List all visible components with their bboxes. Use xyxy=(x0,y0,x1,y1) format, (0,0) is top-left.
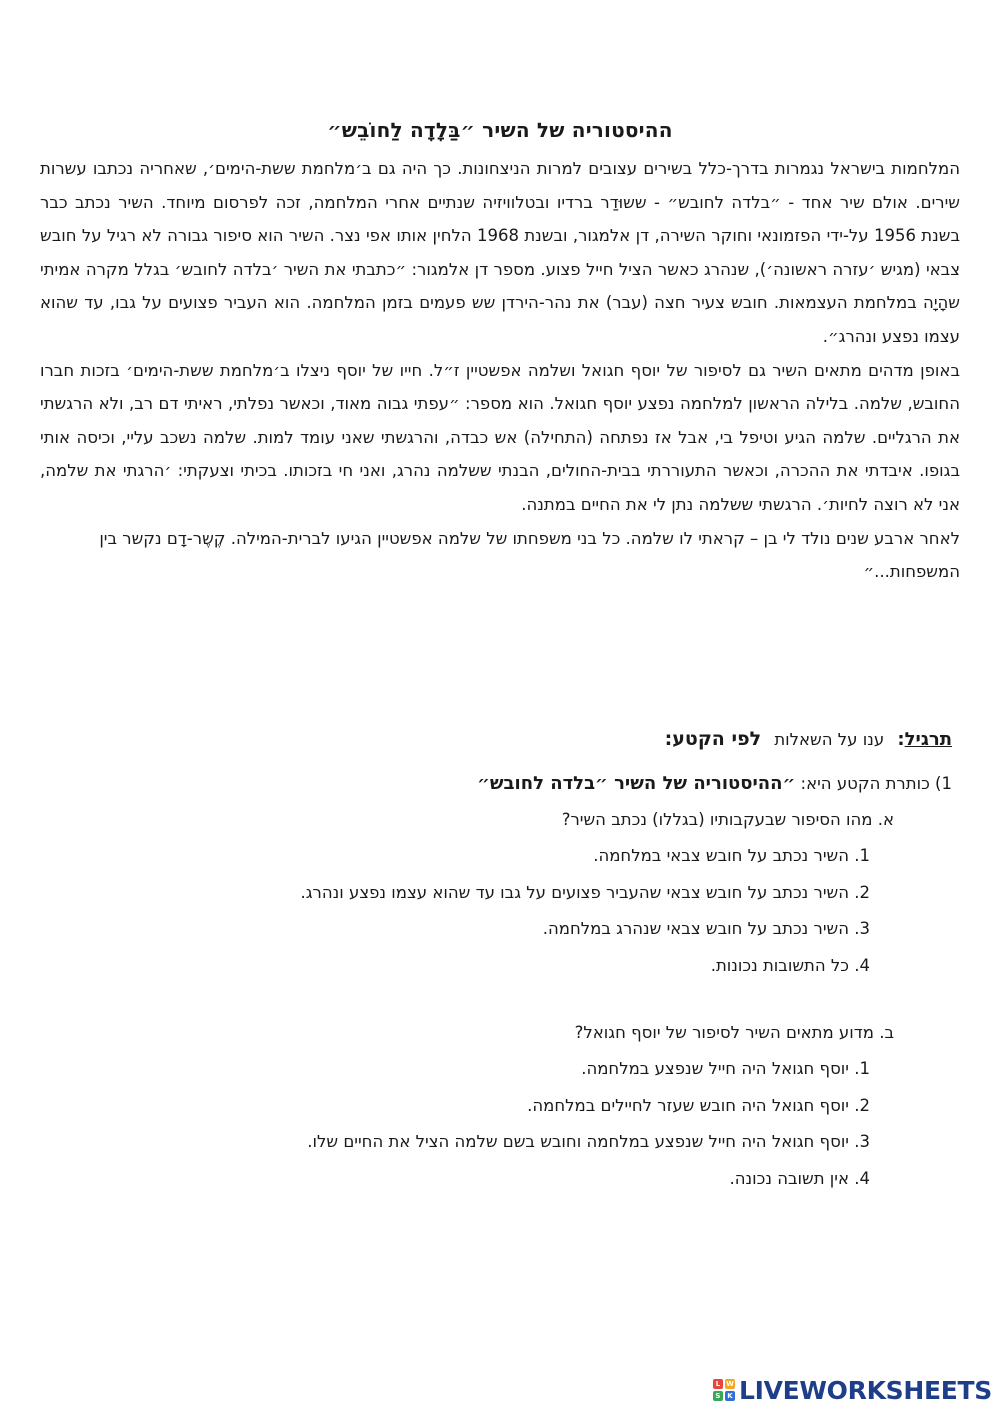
liveworksheets-logo[interactable] xyxy=(713,1377,992,1403)
page-title: ההיסטוריה של השיר ״בַּלָדָה לַחוֹבֵש״ xyxy=(327,118,673,142)
logo-tile-l: L xyxy=(713,1379,723,1389)
exercise-colon: : xyxy=(897,729,905,750)
passage-paragraph-1: המלחמות בישראל נגמרות בדרך-כלל בשירים עצובים למרות הניצחונות. כך היה גם ב׳מלחמת ששת-הימים׳, שאחריה נכתבו עשרות שירים. אולם שיר אחד - ״בלדה לחובש״ - ששוּדַר ברדיו ובטלוויזיה שנתיים אחרי המלחמה, זכה לפרסום מיוחד. השיר נכתב כבר בשנת 1956 על-ידי הפזמונאי וחוקר השירה, דן אלמגור, ובשנת 1968 הלחין אותו אפי נצר. השיר הוא סיפור גבורה לא רגיל על חובש צבאי (מגיש ׳עזרה ראשונה׳), שנהרג כאשר הציל חייל פצוע. מספר דן אלמגור: ״כתבתי את השיר ׳בלדה לחובש׳ בגלל מקרה אמיתי שהָיָה במלחמת העצמאות. חובש צעיר חצה (עבר) את נהר-הירדן שש פעמים בזמן המלחמה. הוא העביר פצועים על גבו, עד שהוא עצמו נפצע ונהרג״. xyxy=(40,159,960,346)
exercise-label: תרגיל xyxy=(904,729,952,750)
question-b-option-4[interactable]: 4. אין תשובה נכונה. xyxy=(729,1168,870,1188)
question-a-option-1[interactable]: 1. השיר נכתב על חובש צבאי במלחמה. xyxy=(593,846,870,865)
question-b-option-1[interactable]: 1. יוסף חגואל היה חייל שנפצע במלחמה. xyxy=(581,1059,870,1078)
question-1-quote: ״ההיסטוריה של השיר ״בלדה לחובש״ xyxy=(477,773,796,794)
exercise-according: לפי הקטע: xyxy=(664,728,762,750)
question-b: ב. מדוע מתאים השיר לסיפור של יוסף חגואל? xyxy=(574,1023,894,1042)
question-a: א. מהו הסיפור שבעקבותיו (בגללו) נכתב השיר? xyxy=(561,810,894,829)
passage-paragraph-3: לאחר ארבע שנים נולד לי בן – קראתי לו שלמה. כל בני משפחתו של שלמה אפשטיין הגיעו לברית-המילה. קֶשֶר-דָם נקשר בין המשפחות...״ xyxy=(99,528,960,582)
exercise-instruction: ענו על השאלות xyxy=(774,730,885,749)
logo-icon xyxy=(713,1379,735,1401)
question-1 xyxy=(72,767,952,801)
question-a-option-4[interactable]: 4. כל התשובות נכונות. xyxy=(710,955,870,975)
logo-tile-w: W xyxy=(726,1380,734,1388)
passage-paragraph-2: באופן מדהים מתאים השיר גם לסיפור של יוסף חגואל ושלמה אפשטיין ז״ל. חייו של יוסף ניצלו ב׳מלחמת ששת-הימים׳ בזכות חברו החובש, שלמה. בלילה הראשון למלחמה נפצע יוסף חגואל. הוא מספר: ״עפתי גבוה מאוד, וכאשר נפלתי, ראיתי דם רב, ולא הרגשתי את הרגליים. שלמה הגיע וטיפל בי, אבל אז נפתחה (התחילה) אש כבדה, והרגשתי שאני עומד למות. שלמה נשכב עליי, וכיסה אותי בגופו. איבדתי את ההכרה, וכאשר התעוררתי בבית-החולים, הבנתי ששלמה נהרג, ואני חי בזכותו. בכיתי וצעקתי: ׳הרגתי את שלמה, אני לא רוצה לחיות׳. הרגשתי ששלמה נתן לי את החיים במתנה. xyxy=(40,360,960,514)
question-1-prefix: 1) כותרת הקטע היא: xyxy=(795,774,952,793)
question-spacer xyxy=(72,984,952,1014)
question-b-option-2[interactable]: 2. יוסף חגואל היה חובש שעזר לחיילים במלחמה. xyxy=(527,1095,870,1115)
logo-tile-s: S xyxy=(713,1391,723,1401)
question-a-option-2[interactable]: 2. השיר נכתב על חובש צבאי שהעביר פצועים על גבו עד שהוא עצמו נפצע ונהרג. xyxy=(300,882,870,902)
reading-passage xyxy=(40,152,960,589)
logo-tile-k: K xyxy=(725,1391,735,1401)
logo-text: LIVEWORKSHEETS xyxy=(738,1375,992,1405)
exercise-section xyxy=(72,722,952,1197)
question-b-option-3[interactable]: 3. יוסף חגואל היה חייל שנפצע במלחמה וחובש בשם שלמה הציל את החיים שלו. xyxy=(307,1132,870,1151)
question-a-option-3[interactable]: 3. השיר נכתב על חובש צבאי שנהרג במלחמה. xyxy=(542,919,870,938)
exercise-heading xyxy=(72,722,952,757)
